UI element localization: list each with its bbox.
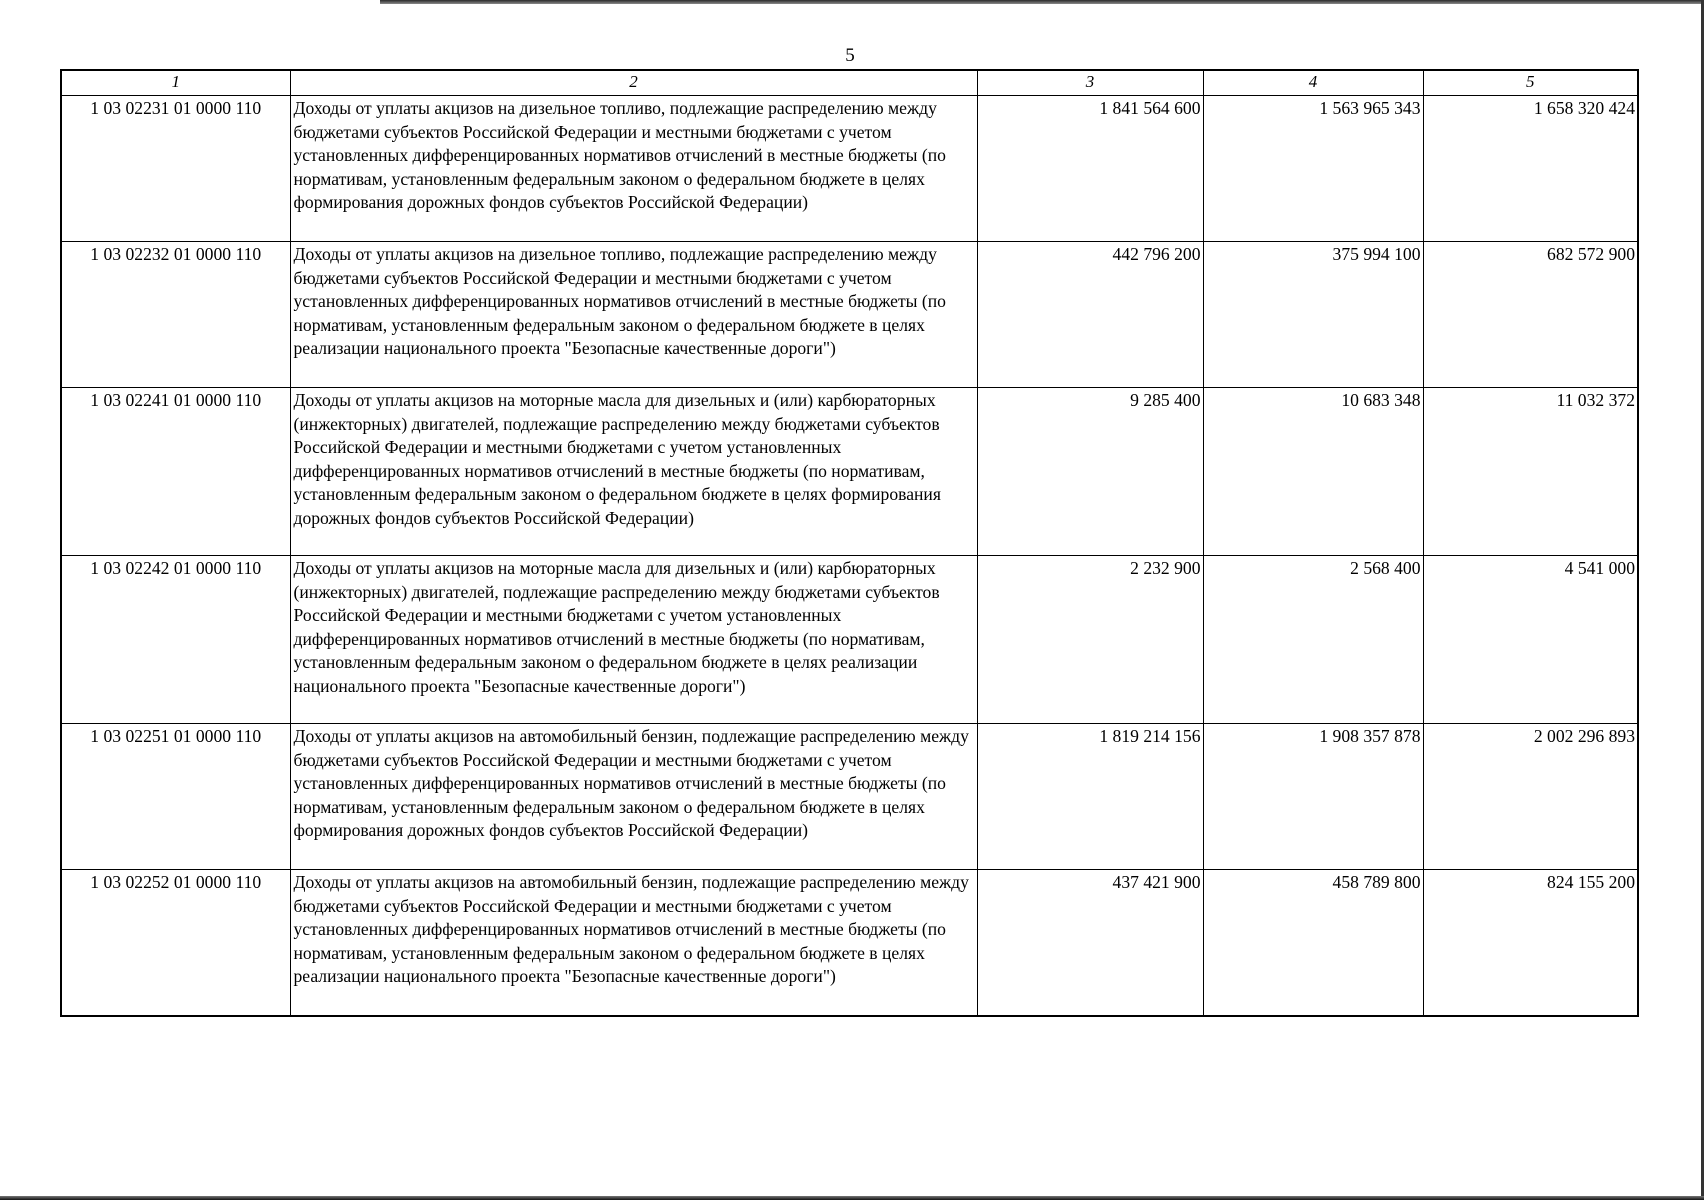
revenue-description: Доходы от уплаты акцизов на моторные масла для дизельных и (или) карбюраторных (инжекторных) двигателей, подлежащие распределению между бюджетами субъектов Российской Федерации и местными бюджетами с учетом установленных дифференцированных нормативов отчислений в местные бюджеты (по нормативам, установленным федеральным законом о федеральном бюджете в целях формирования дорожных фондов субъектов Российской Федерации) [290,388,977,556]
amount-col-5: 2 002 296 893 [1423,724,1638,870]
revenue-code: 1 03 02242 01 0000 110 [61,556,290,724]
revenue-code: 1 03 02232 01 0000 110 [61,242,290,388]
amount-col-4: 2 568 400 [1203,556,1423,724]
header-col-1: 1 [61,70,290,96]
scan-edge-top [380,0,1704,4]
amount-col-4: 1 563 965 343 [1203,96,1423,242]
amount-col-3: 442 796 200 [977,242,1203,388]
table-row [61,724,1638,870]
revenue-description: Доходы от уплаты акцизов на автомобильный бензин, подлежащие распределению между бюджетами субъектов Российской Федерации и местными бюджетами с учетом установленных дифференцированных нормативов отчислений в местные бюджеты (по нормативам, установленным федеральным законом о федеральном бюджете в целях реализации национального проекта "Безопасные качественные дороги") [290,870,977,1017]
amount-col-4: 458 789 800 [1203,870,1423,1017]
header-col-2: 2 [290,70,977,96]
table-row [61,96,1638,242]
table-row [61,242,1638,388]
table-row [61,388,1638,556]
scan-edge-bottom [0,1196,1704,1200]
table-row [61,556,1638,724]
amount-col-5: 4 541 000 [1423,556,1638,724]
amount-col-5: 824 155 200 [1423,870,1638,1017]
revenue-description: Доходы от уплаты акцизов на моторные масла для дизельных и (или) карбюраторных (инжекторных) двигателей, подлежащие распределению между бюджетами субъектов Российской Федерации и местными бюджетами с учетом установленных дифференцированных нормативов отчислений в местные бюджеты (по нормативам, установленным федеральным законом о федеральном бюджете в целях реализации национального проекта "Безопасные качественные дороги") [290,556,977,724]
page-number: 5 [845,45,855,66]
amount-col-5: 11 032 372 [1423,388,1638,556]
revenue-description: Доходы от уплаты акцизов на дизельное топливо, подлежащие распределению между бюджетами субъектов Российской Федерации и местными бюджетами с учетом установленных дифференцированных нормативов отчислений в местные бюджеты (по нормативам, установленным федеральным законом о федеральном бюджете в целях формирования дорожных фондов субъектов Российской Федерации) [290,96,977,242]
amount-col-3: 1 819 214 156 [977,724,1203,870]
revenue-description: Доходы от уплаты акцизов на автомобильный бензин, подлежащие распределению между бюджетами субъектов Российской Федерации и местными бюджетами с учетом установленных дифференцированных нормативов отчислений в местные бюджеты (по нормативам, установленным федеральным законом о федеральном бюджете в целях формирования дорожных фондов субъектов Российской Федерации) [290,724,977,870]
header-col-3: 3 [977,70,1203,96]
revenue-code: 1 03 02231 01 0000 110 [61,96,290,242]
revenue-code: 1 03 02252 01 0000 110 [61,870,290,1017]
amount-col-4: 1 908 357 878 [1203,724,1423,870]
amount-col-5: 682 572 900 [1423,242,1638,388]
table-header-row [61,70,1638,96]
amount-col-3: 1 841 564 600 [977,96,1203,242]
amount-col-4: 375 994 100 [1203,242,1423,388]
header-col-5: 5 [1423,70,1638,96]
amount-col-3: 9 285 400 [977,388,1203,556]
amount-col-5: 1 658 320 424 [1423,96,1638,242]
amount-col-4: 10 683 348 [1203,388,1423,556]
revenue-code: 1 03 02241 01 0000 110 [61,388,290,556]
revenue-description: Доходы от уплаты акцизов на дизельное топливо, подлежащие распределению между бюджетами субъектов Российской Федерации и местными бюджетами с учетом установленных дифференцированных нормативов отчислений в местные бюджеты (по нормативам, установленным федеральным законом о федеральном бюджете в целях реализации национального проекта "Безопасные качественные дороги") [290,242,977,388]
table-row [61,870,1638,1017]
amount-col-3: 2 232 900 [977,556,1203,724]
header-col-4: 4 [1203,70,1423,96]
amount-col-3: 437 421 900 [977,870,1203,1017]
revenue-code: 1 03 02251 01 0000 110 [61,724,290,870]
revenue-table [60,69,1639,1017]
